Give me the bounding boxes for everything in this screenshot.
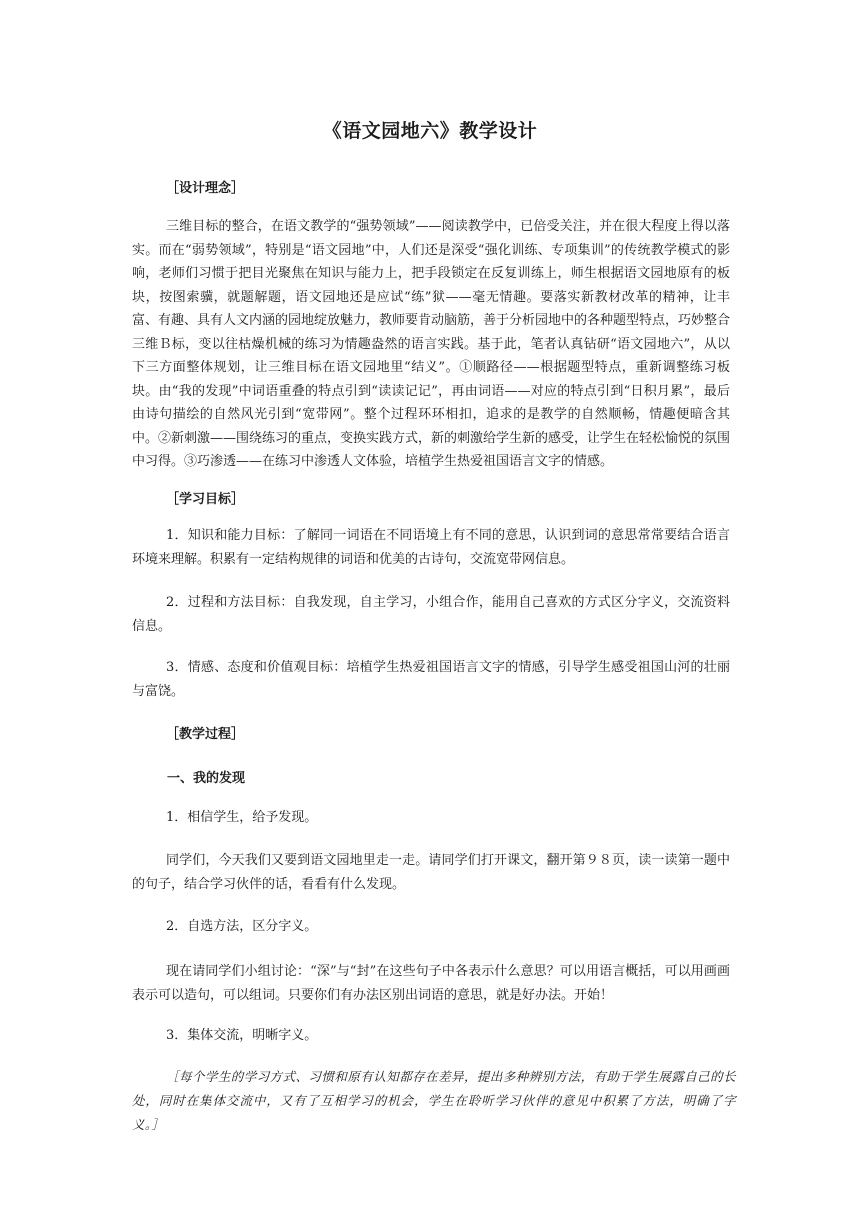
step-3-heading: 3．集体交流，明晰字义。 <box>166 1028 318 1043</box>
goal-item-3: 3．情感、态度和价值观目标：培植学生热爱祖国语言文字的情感，引导学生感受祖国山河的壮丽与富饶。 <box>132 660 730 699</box>
goal-item-1: 1．知识和能力目标：了解同一词语在不同语境上有不同的意思，认识到词的意思常常要结合语言环境来理解。积累有一定结构规律的词语和优美的古诗句，交流宽带网信息。 <box>132 528 730 567</box>
design-paragraph: 三维目标的整合，在语文教学的“强势领域”——阅读教学中，已倍受关注，并在很大程度上得以落实。而在“弱势领域”，特别是“语文园地”中，人们还是深受“强化训练、专项集训”的传统教学模式的影响，老师们习惯于把目光聚焦在知识与能力上，把手段锁定在反复训练上，师生根据语文园地原有的板块，按图索骥，就题解题，语文园地还是应试“练”狱——毫无情趣。要落实新教材改革的精神，让丰富、有趣、具有人文内涵的园地绽放魅力，教师要肯动脑筋，善于分析园地中的各种题型特点，巧妙整合三维Ｂ标，变以往枯燥机械的练习为情趣盎然的语言实践。基于此，笔者认真钻研“语文园地六”，从以下三方面整体规划，让三维目标在语文园地里“结义”。①顺路径——根据题型特点，重新调整练习板块。由“我的发现”中词语重叠的特点引到“读读记记”，再由词语——对应的特点引到“日积月累”，最后由诗句描绘的自然风光引到“宽带网”。整个过程环环相扣，追求的是教学的自然顺畅，情趣便暗含其中。②新刺激——围绕练习的重点，变换实践方式，新的刺激给学生新的感受，让学生在轻松愉悦的氛围中习得。③巧渗透——在练习中渗透人文体验，培植学生热爱祖国语言文字的情感。 <box>132 219 731 469</box>
section-heading-process: ［教学过程］ <box>166 727 245 742</box>
step-3-note: ［每个学生的学习方式、习惯和原有认知都存在差异，提出多种辨别方法，有助于学生展露自己的长处，同时在集体交流中，又有了互相学习的机会，学生在聆听学习伙伴的意见中积累了方法，明确了字义。］ <box>132 1069 736 1132</box>
step-1-text: 同学们，今天我们又要到语文园地里走一走。请同学们打开课文，翻开第９８页，读一读第一题中的句子，结合学习伙伴的话，看看有什么发现。 <box>132 853 730 892</box>
document-title: 《语文园地六》教学设计 <box>322 120 538 142</box>
step-2-text: 现在请同学们小组讨论：“深”与“封”在这些句子中各表示什么意思？可以用语言概括，可以用画画表示可以造句，可以组词。只要你们有办法区别出词语的意思，就是好办法。开始！ <box>132 964 730 1003</box>
step-2-heading: 2．自选方法，区分字义。 <box>166 919 318 934</box>
part-heading-discovery: 一、我的发现 <box>167 771 246 786</box>
section-heading-design: ［设计理念］ <box>166 181 245 196</box>
goal-item-2: 2．过程和方法目标：自我发现，自主学习，小组合作，能用自己喜欢的方式区分字义，交流资料信息。 <box>132 595 730 634</box>
step-1-heading: 1．相信学生，给予发现。 <box>166 810 318 825</box>
section-heading-goals: ［学习目标］ <box>166 492 245 507</box>
